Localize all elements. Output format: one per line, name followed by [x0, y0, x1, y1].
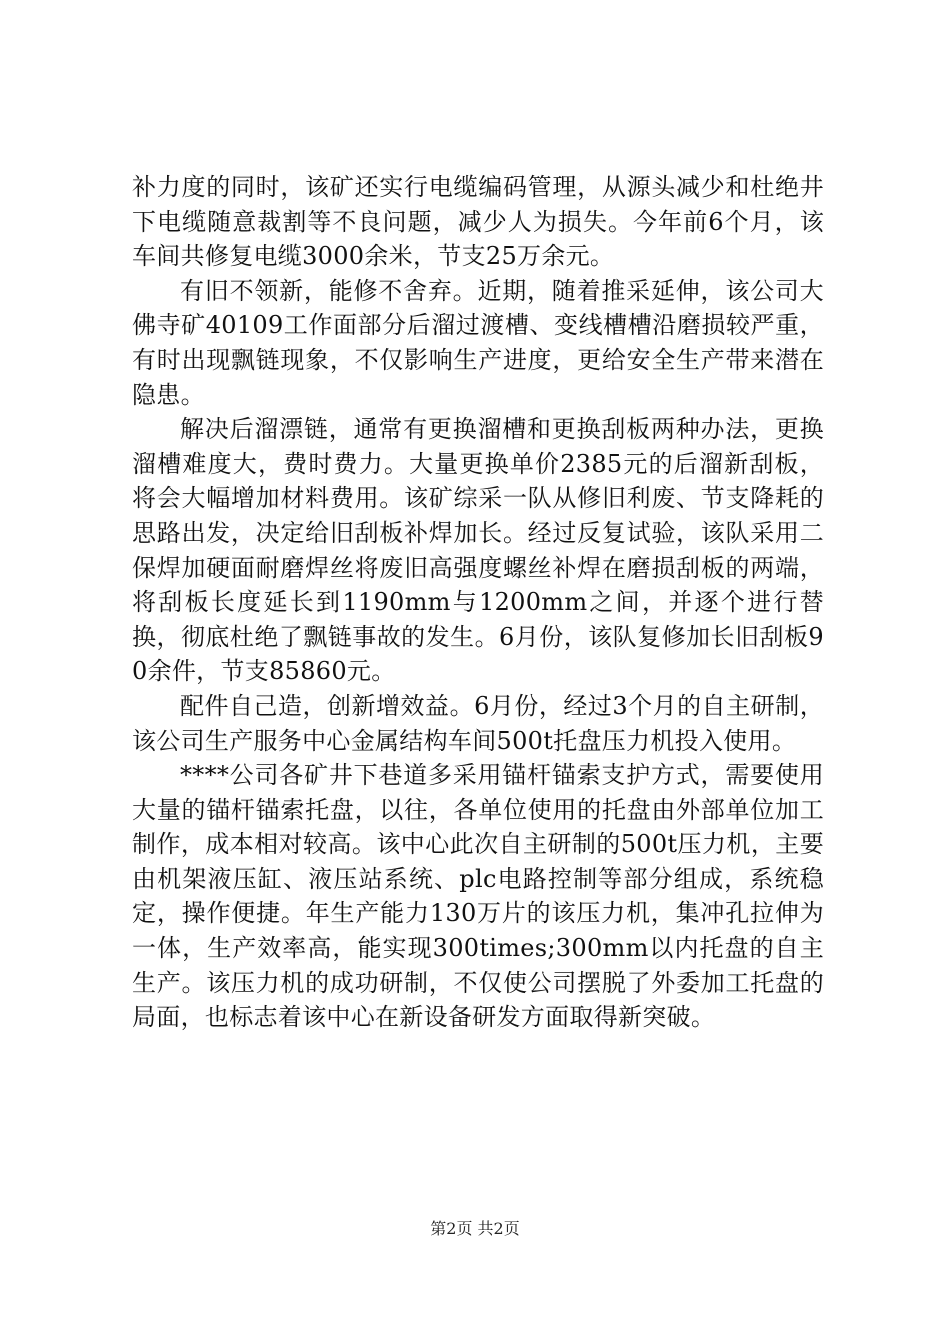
document-body — [132, 170, 824, 1035]
paragraph-3: 解决后溜漂链，通常有更换溜槽和更换刮板两种办法，更换溜槽难度大，费时费力。大量更换单价2385元的后溜新刮板，将会大幅增加材料费用。该矿综采一队从修旧利废、节支降耗的思路出发，决定给旧刮板补焊加长。经过反复试验，该队采用二保焊加硬面耐磨焊丝将废旧高强度螺丝补焊在磨损刮板的两端，将刮板长度延长到1190mm与1200mm之间，并逐个进行替换，彻底杜绝了飘链事故的发生。6月份，该队复修加长旧刮板90余件，节支85860元。 — [132, 415, 824, 686]
paragraph-5: ****公司各矿井下巷道多采用锚杆锚索支护方式，需要使用大量的锚杆锚索托盘，以往，各单位使用的托盘由外部单位加工制作，成本相对较高。该中心此次自主研制的500t压力机，主要由机架液压缸、液压站系统、plc电路控制等部分组成，系统稳定，操作便捷。年生产能力130万片的该压力机，集冲孔拉伸为一体，生产效率高，能实现300times;300mm以内托盘的自主生产。该压力机的成功研制，不仅使公司摆脱了外委加工托盘的局面，也标志着该中心在新设备研发方面取得新突破。 — [132, 761, 824, 1032]
page-number-footer: 第2页 共2页 — [430, 1219, 520, 1238]
paragraph-4: 配件自己造，创新增效益。6月份，经过3个月的自主研制，该公司生产服务中心金属结构车间500t托盘压力机投入使用。 — [132, 691, 824, 755]
paragraph-1: 补力度的同时，该矿还实行电缆编码管理，从源头减少和杜绝井下电缆随意裁割等不良问题，减少人为损失。今年前6个月，该车间共修复电缆3000余米，节支25万余元。 — [132, 173, 824, 271]
paragraph-2: 有旧不领新，能修不舍弃。近期，随着推采延伸，该公司大佛寺矿40109工作面部分后溜过渡槽、变线槽槽沿磨损较严重，有时出现飘链现象，不仅影响生产进度，更给安全生产带来潜在隐患。 — [132, 276, 824, 409]
